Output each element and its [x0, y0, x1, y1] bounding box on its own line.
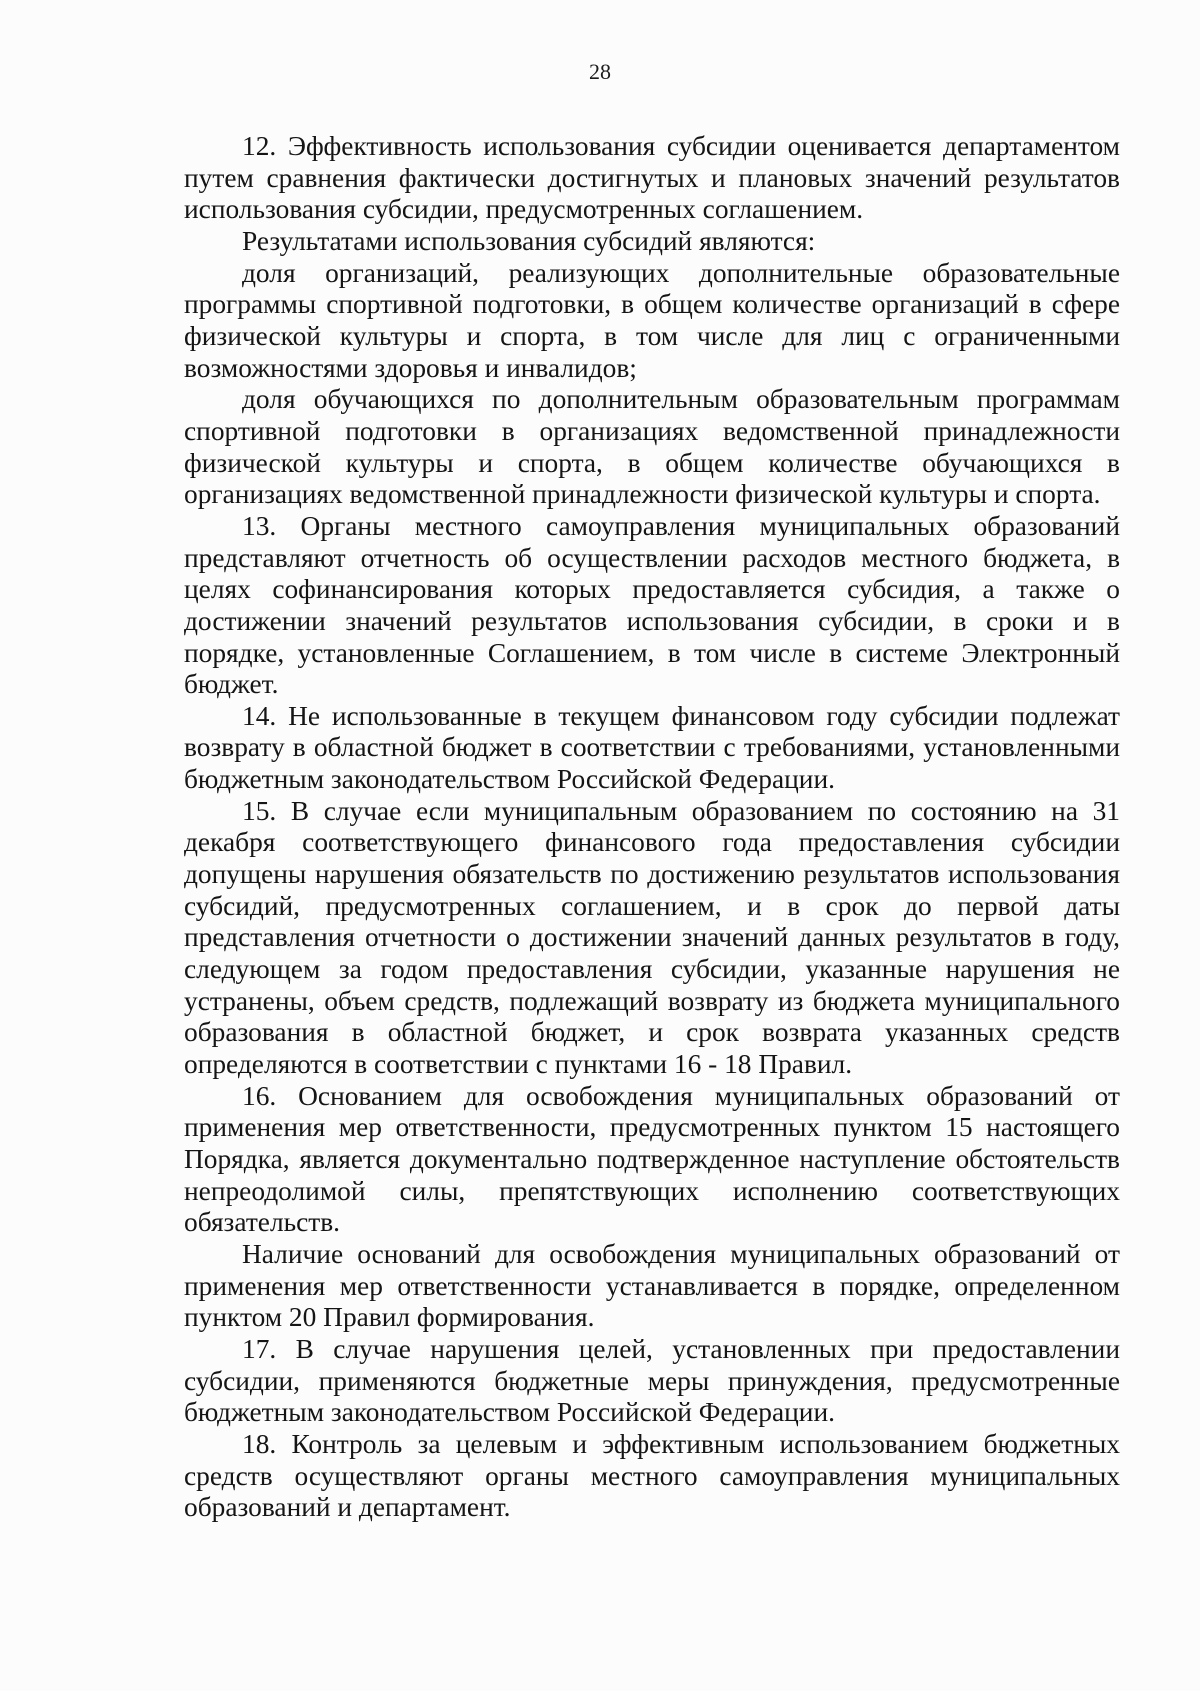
paragraph-12-effectiveness: 12. Эффективность использования субсидии оценивается департаментом путем сравнения фактически достигнутых и плановых значений результатов использования субсидии, предусмотренных соглашением. [184, 131, 1120, 225]
paragraph-share-students: доля обучающихся по дополнительным образовательным программам спортивной подготовки в организациях ведомственной принадлежности физической культуры и спорта, в общем количестве обучающихся в организациях ведомственной принадлежности физической культуры и спорта. [184, 384, 1120, 510]
paragraph-13-reporting: 13. Органы местного самоуправления муниципальных образований представляют отчетность об осуществлении расходов местного бюджета, в целях софинансирования которых предоставляется субсидия, а также о достижении значений результатов использования субсидии, в сроки и в порядке, установленные Соглашением, в том числе в системе Электронный бюджет. [184, 510, 1120, 700]
paragraph-results-intro: Результатами использования субсидий являются: [242, 225, 816, 256]
paragraph-18-control: 18. Контроль за целевым и эффективным использованием бюджетных средств осуществляют органы местного самоуправления муниципальных образований и департамент. [184, 1428, 1120, 1523]
document-body [184, 131, 1120, 1524]
paragraph-17-coercion: 17. В случае нарушения целей, установленных при предоставлении субсидии, применяются бюджетные меры принуждения, предусмотренные бюджетным законодательством Российской Федерации. [184, 1333, 1120, 1428]
paragraph-14-return: 14. Не использованные в текущем финансовом году субсидии подлежат возврату в областной бюджет в соответствии с требованиями, установленными бюджетным законодательством Российской Федерации. [184, 700, 1120, 795]
page-number: 28 [589, 59, 611, 84]
paragraph-16-force-majeure: 16. Основанием для освобождения муниципальных образований от применения мер ответственности, предусмотренных пунктом 15 настоящего Порядка, является документально подтвержденное наступление обстоятельств непреодолимой силы, препятствующих исполнению соответствующих обязательств. [184, 1080, 1120, 1238]
paragraph-15-violations: 15. В случае если муниципальным образованием по состоянию на 31 декабря соответствующего финансового года предоставления субсидии допущены нарушения обязательств по достижению результатов использования субсидий, предусмотренных соглашением, и в срок до первой даты представления отчетности о достижении значений данных результатов в году, следующем за годом предоставления субсидии, указанные нарушения не устранены, объем средств, подлежащий возврату из бюджета муниципального образования в областной бюджет, и срок возврата указанных средств определяются в соответствии с пунктами 16 - 18 Правил. [184, 795, 1120, 1080]
paragraph-grounds-exemption: Наличие оснований для освобождения муниципальных образований от применения мер ответственности устанавливается в порядке, определенном пунктом 20 Правил формирования. [184, 1238, 1120, 1333]
paragraph-share-organizations: доля организаций, реализующих дополнительные образовательные программы спортивной подготовки, в общем количестве организаций в сфере физической культуры и спорта, в том числе для лиц с ограниченными возможностями здоровья и инвалидов; [184, 257, 1120, 383]
